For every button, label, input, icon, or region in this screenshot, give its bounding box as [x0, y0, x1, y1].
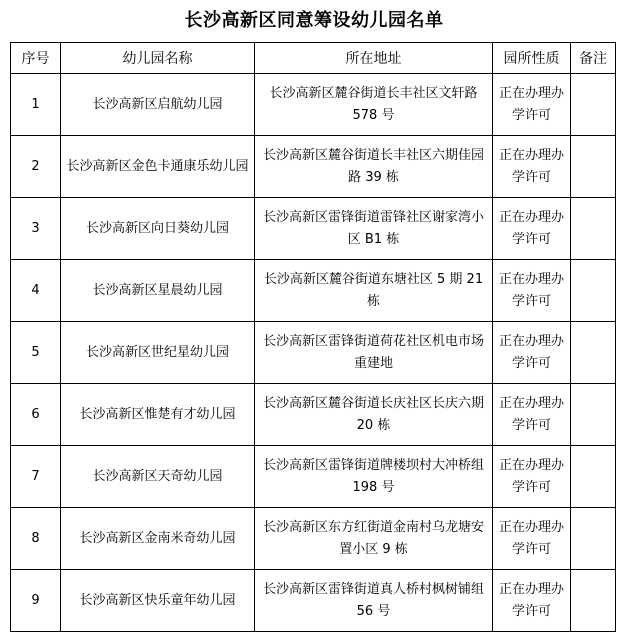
address-cell: 长沙高新区麓谷街道长丰社区六期佳园路 39 栋 — [255, 136, 493, 198]
table-header-row — [11, 43, 616, 74]
header-name: 幼儿园名称 — [61, 43, 255, 74]
kindergarten-name-cell: 长沙高新区向日葵幼儿园 — [61, 198, 255, 260]
serial-cell: 8 — [11, 508, 61, 570]
serial-cell: 9 — [11, 570, 61, 632]
serial-cell: 3 — [11, 198, 61, 260]
table-row — [11, 136, 616, 198]
status-cell: 正在办理办学许可 — [493, 446, 571, 508]
remark-cell — [571, 322, 616, 384]
kindergarten-name-cell: 长沙高新区启航幼儿园 — [61, 74, 255, 136]
kindergarten-name-cell: 长沙高新区快乐童年幼儿园 — [61, 570, 255, 632]
status-cell: 正在办理办学许可 — [493, 198, 571, 260]
table-row — [11, 384, 616, 446]
remark-cell — [571, 198, 616, 260]
document-title: 长沙高新区同意筹设幼儿园名单 — [184, 10, 444, 31]
header-serial: 序号 — [11, 43, 61, 74]
remark-cell — [571, 260, 616, 322]
status-cell: 正在办理办学许可 — [493, 570, 571, 632]
kindergarten-name-cell: 长沙高新区金南米奇幼儿园 — [61, 508, 255, 570]
kindergarten-name-cell: 长沙高新区天奇幼儿园 — [61, 446, 255, 508]
address-cell: 长沙高新区麓谷街道长庆社区长庆六期 20 栋 — [255, 384, 493, 446]
status-cell: 正在办理办学许可 — [493, 508, 571, 570]
remark-cell — [571, 74, 616, 136]
remark-cell — [571, 384, 616, 446]
remark-cell — [571, 570, 616, 632]
kindergarten-name-cell: 长沙高新区金色卡通康乐幼儿园 — [61, 136, 255, 198]
table-row — [11, 198, 616, 260]
address-cell: 长沙高新区麓谷街道东塘社区 5 期 21 栋 — [255, 260, 493, 322]
kindergarten-name-cell: 长沙高新区世纪星幼儿园 — [61, 322, 255, 384]
table-row — [11, 260, 616, 322]
status-cell: 正在办理办学许可 — [493, 384, 571, 446]
remark-cell — [571, 446, 616, 508]
kindergarten-name-cell: 长沙高新区星晨幼儿园 — [61, 260, 255, 322]
header-remark: 备注 — [571, 43, 616, 74]
serial-cell: 5 — [11, 322, 61, 384]
status-cell: 正在办理办学许可 — [493, 260, 571, 322]
kindergarten-table — [10, 42, 616, 632]
status-cell: 正在办理办学许可 — [493, 322, 571, 384]
status-cell: 正在办理办学许可 — [493, 136, 571, 198]
remark-cell — [571, 136, 616, 198]
remark-cell — [571, 508, 616, 570]
serial-cell: 2 — [11, 136, 61, 198]
serial-cell: 1 — [11, 74, 61, 136]
serial-cell: 6 — [11, 384, 61, 446]
table-row — [11, 508, 616, 570]
address-cell: 长沙高新区麓谷街道长丰社区文轩路 578 号 — [255, 74, 493, 136]
table-body — [11, 74, 616, 632]
address-cell: 长沙高新区雷锋街道真人桥村枫树铺组 56 号 — [255, 570, 493, 632]
table-row — [11, 570, 616, 632]
status-cell: 正在办理办学许可 — [493, 74, 571, 136]
kindergarten-name-cell: 长沙高新区惟楚有才幼儿园 — [61, 384, 255, 446]
address-cell: 长沙高新区东方红街道金南村乌龙塘安置小区 9 栋 — [255, 508, 493, 570]
serial-cell: 7 — [11, 446, 61, 508]
table-row — [11, 446, 616, 508]
header-status: 园所性质 — [493, 43, 571, 74]
address-cell: 长沙高新区雷锋街道雷锋社区谢家湾小区 B1 栋 — [255, 198, 493, 260]
table-row — [11, 74, 616, 136]
table-row — [11, 322, 616, 384]
address-cell: 长沙高新区雷锋街道牌楼坝村大冲桥组 198 号 — [255, 446, 493, 508]
serial-cell: 4 — [11, 260, 61, 322]
address-cell: 长沙高新区雷锋街道荷花社区机电市场重建地 — [255, 322, 493, 384]
header-address: 所在地址 — [255, 43, 493, 74]
